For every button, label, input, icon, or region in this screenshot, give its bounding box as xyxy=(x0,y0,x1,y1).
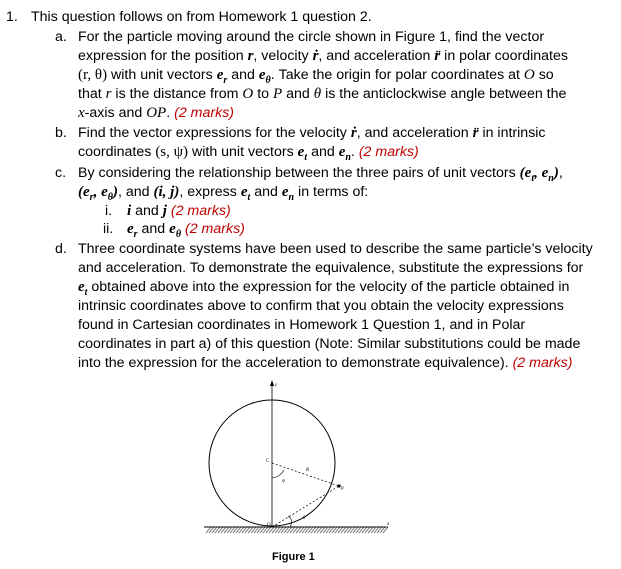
part-d-line-4: intrinsic coordinates above to confirm that you obtain the velocity expressions xyxy=(78,298,564,314)
part-d-line-2: and acceleration. To demonstrate the equivalence, substitute the expressions for xyxy=(78,260,584,276)
part-a-line-5: x-axis and OP. (2 marks) xyxy=(78,105,235,121)
part-c-line-1: By considering the relationship between the three pairs of unit vectors ($e_t$, $e_n$), xyxy=(78,165,563,184)
y-axis-arrowhead xyxy=(270,380,274,386)
part-b-line-1: Find the vector expressions for the velocity ṙ, and acceleration r̈ in intrinsic xyxy=(78,125,546,141)
part-a-label: a. xyxy=(55,29,67,45)
part-a-line-1: For the particle moving around the circle shown in Figure 1, find the vector xyxy=(78,29,545,45)
ground-hatching xyxy=(204,527,388,533)
part-c-ii-label: ii. xyxy=(103,221,114,237)
part-b-label: b. xyxy=(55,125,67,141)
part-a-line-4: that r is the distance from O to P and θ is the anticlockwise angle between the xyxy=(78,86,567,102)
part-c-i-marks: (2 marks) xyxy=(170,203,231,219)
part-a-line-2: expression for the position r, velocity ṙ, and acceleration r̈ in polar coordinates xyxy=(78,48,568,64)
part-b-marks: (2 marks) xyxy=(358,144,419,160)
part-d-line-7: into the expression for the acceleration to demonstrate equivalence). (2 marks) xyxy=(78,355,573,371)
part-c-i-label: i. xyxy=(105,203,113,219)
part-c-ii-marks: (2 marks) xyxy=(184,221,245,237)
question-number: 1. xyxy=(6,9,18,25)
question-intro: This question follows on from Homework 1 question 2. xyxy=(31,9,372,25)
part-d-line-5: found in Cartesian coordinates in Homework 1 Question 1, and in Polar xyxy=(78,317,526,333)
part-d-line-3: $e_t$ obtained above into the expression for the velocity of the particle obtained in xyxy=(78,279,570,298)
label-r: R xyxy=(306,468,310,473)
part-c-ii-line: $e_r$ and $e_\theta$ (2 marks) xyxy=(127,221,245,240)
label-p: P xyxy=(341,487,344,492)
part-a-line-3: (r, θ) with unit vectors $e_r$ and $e_\theta$. Take the origin for polar coordinates at O so xyxy=(78,67,554,86)
label-y: y xyxy=(275,383,278,388)
figure-caption: Figure 1 xyxy=(272,551,315,563)
figure-1-diagram xyxy=(200,376,400,546)
label-o: O xyxy=(267,523,271,528)
part-b-line-2: coordinates (s, ψ) with unit vectors $e_t$ and $e_n$. (2 marks) xyxy=(78,144,419,163)
part-d-marks: (2 marks) xyxy=(512,355,573,371)
part-a-marks: (2 marks) xyxy=(174,105,235,121)
op-line xyxy=(272,486,339,527)
label-c: C xyxy=(266,459,270,464)
label-psi: ψ xyxy=(282,479,286,484)
part-c-line-2: ($e_r$, $e_\theta$), and (i, j), express $e_t$ and $e_n$ in terms of: xyxy=(78,184,369,203)
angle-arc-o xyxy=(288,516,292,527)
label-x: x xyxy=(387,522,390,527)
part-d-line-6: coordinates in part a) of this question (Note: Similar substitutions could be made xyxy=(78,336,581,352)
part-d-label: d. xyxy=(55,241,67,257)
angle-arc-c xyxy=(272,470,284,478)
part-c-label: c. xyxy=(55,165,67,181)
label-theta: θ xyxy=(303,516,306,521)
part-c-i-line: i and j (2 marks) xyxy=(127,203,231,219)
part-d-line-1: Three coordinate systems have been used to describe the same particle’s velocity xyxy=(78,241,593,257)
